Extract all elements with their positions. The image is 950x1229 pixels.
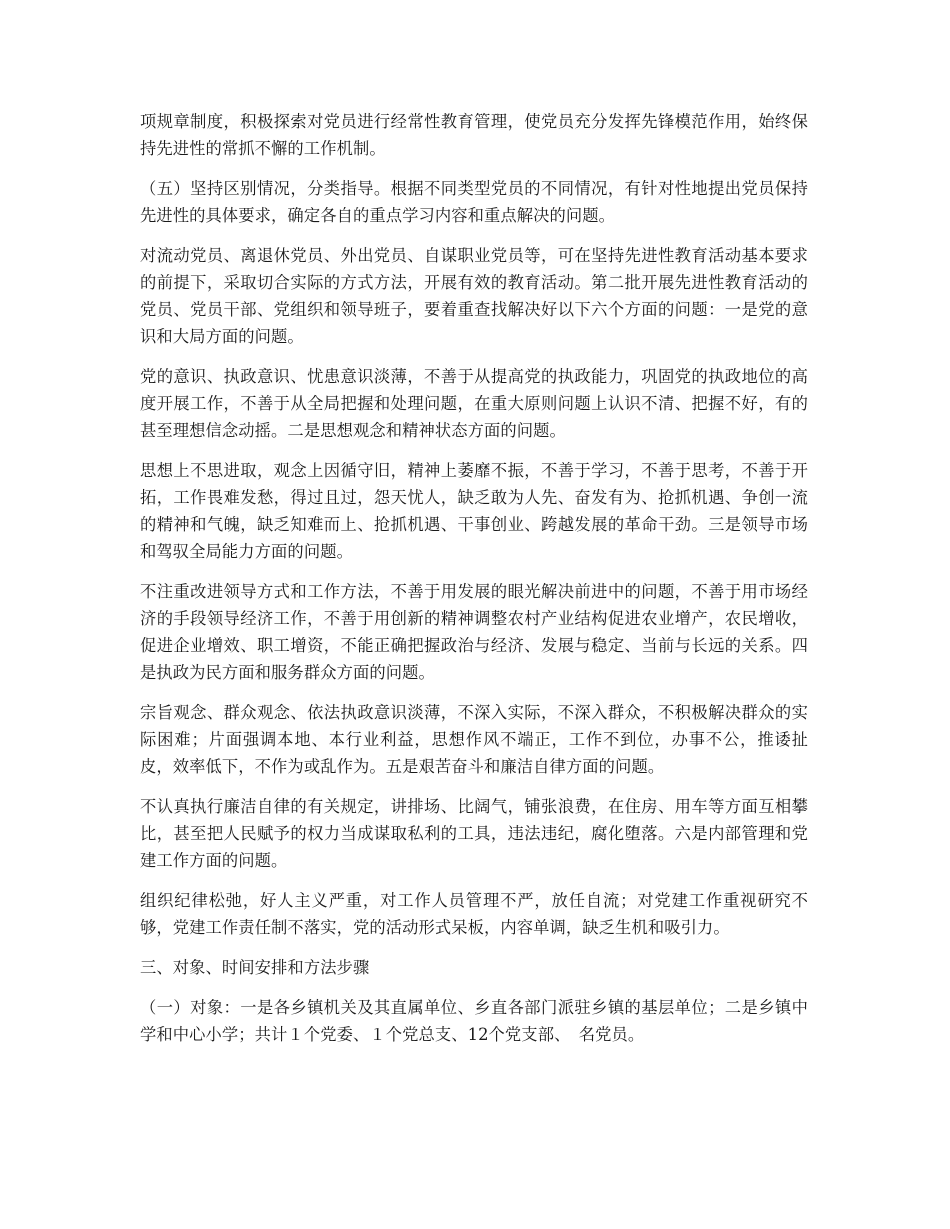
- paragraph-classified-guidance: （五）坚持区别情况，分类指导。根据不同类型党员的不同情况，有针对性地提出党员保持先进性的具体要求，确定各自的重点学习内容和重点解决的问题。: [140, 179, 808, 225]
- paragraph-party-awareness: 党的意识、执政意识、忧患意识淡薄，不善于从提高党的执政能力，巩固党的执政地位的高度开展工作，不善于从全局把握和处理问题，在重大原则问题上认识不清、把握不好，有的甚至理想信念动摇。二是思想观念和精神状态方面的问题。: [140, 367, 808, 440]
- paragraph-serving-masses: 宗旨观念、群众观念、依法执政意识淡薄，不深入实际，不深入群众，不积极解决群众的实际困难；片面强调本地、本行业利益，思想作风不端正，工作不到位，办事不公，推诿扯皮，效率低下，不作为或乱作为。五是艰苦奋斗和廉洁自律方面的问题。: [140, 703, 808, 776]
- paragraph-mobile-members: 对流动党员、离退休党员、外出党员、自谋职业党员等，可在坚持先进性教育活动基本要求的前提下，采取切合实际的方式方法，开展有效的教育活动。第二批开展先进性教育活动的党员、党员干部、党组织和领导班子，要着重查找解决好以下六个方面的问题：一是党的意识和大局方面的问题。: [140, 246, 808, 346]
- paragraph-leadership-methods: 不注重改进领导方式和工作方法，不善于用发展的眼光解决前进中的问题，不善于用市场经济的手段领导经济工作，不善于用创新的精神调整农村产业结构促进农业增产，农民增收，促进企业增效、职工增资，不能正确把握政治与经济、发展与稳定、当前与长远的关系。四是执政为民方面和服务群众方面的问题。: [140, 582, 808, 682]
- paragraph-mental-state: 思想上不思进取，观念上因循守旧，精神上萎靡不振，不善于学习，不善于思考，不善于开拓，工作畏难发愁，得过且过，怨天忧人，缺乏敢为人先、奋发有为、抢抓机遇、争创一流的精神和气魄，缺乏知难而上、抢抓机遇、干事创业、跨越发展的革命干劲。三是领导市场和驾驭全局能力方面的问题。: [140, 461, 808, 561]
- paragraph-integrity: 不认真执行廉洁自律的有关规定，讲排场、比阔气，铺张浪费，在住房、用车等方面互相攀比，甚至把人民赋予的权力当成谋取私利的工具，违法违纪，腐化堕落。六是内部管理和党建工作方面的问题。: [140, 797, 808, 870]
- paragraph-discipline: 组织纪律松弛，好人主义严重，对工作人员管理不严，放任自流；对党建工作重视研究不够，党建工作责任制不落实，党的活动形式呆板，内容单调，缺乏生机和吸引力。: [140, 891, 808, 937]
- paragraph-targets: （一）对象：一是各乡镇机关及其直属单位、乡直各部门派驻乡镇的基层单位；二是乡镇中学和中心小学；共计１个党委、１个党总支、12个党支部、 名党员。: [140, 998, 808, 1044]
- paragraph-rules-mechanism: 项规章制度，积极探索对党员进行经常性教育管理，使党员充分发挥先锋模范作用，始终保持先进性的常抓不懈的工作机制。: [140, 112, 808, 158]
- section-heading-3: 三、对象、时间安排和方法步骤: [140, 958, 370, 977]
- document-page: [140, 108, 808, 1061]
